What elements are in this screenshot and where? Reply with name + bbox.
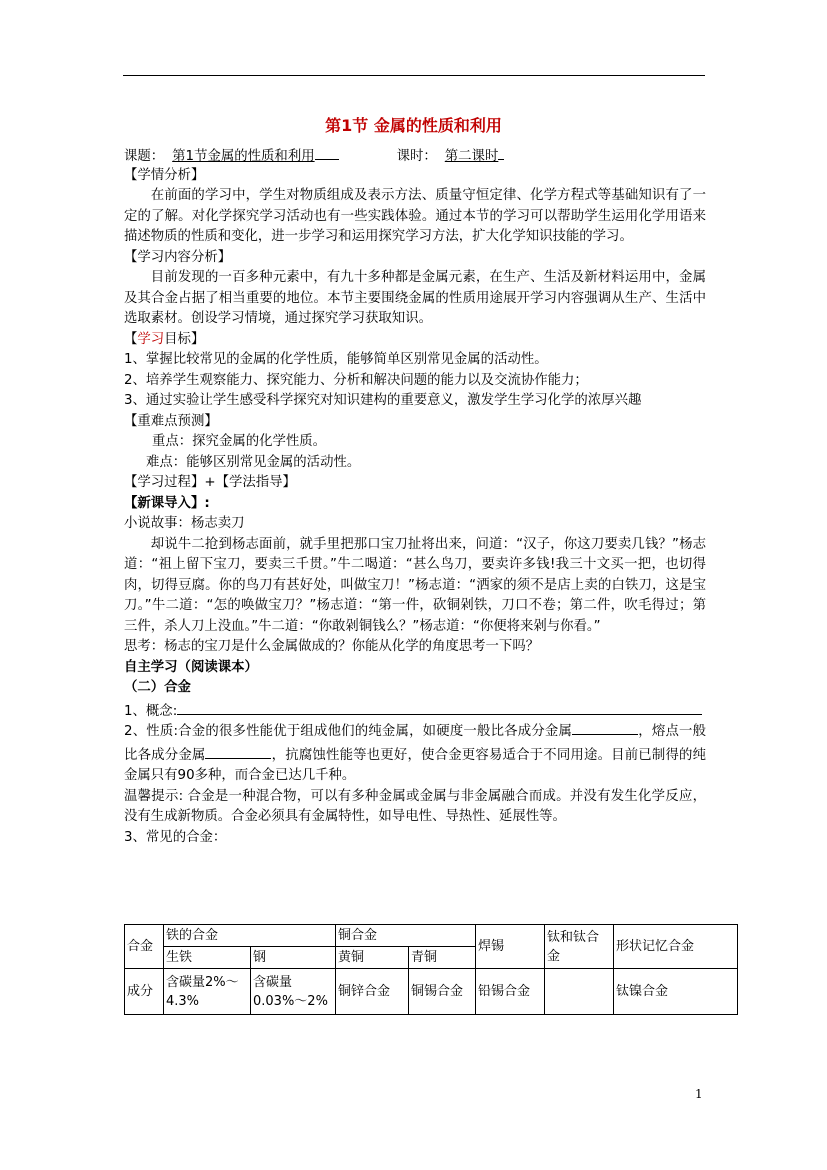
tip-paragraph: 温馨提示: 合金是一种混合物，可以有多种金属或金属与非金属融合而成。并没有发生化学反应，没有生成新物质。合金必须具有金属特性，如导电性、导热性、延展性等。: [124, 788, 706, 824]
table-header-copper: 铜合金: [336, 925, 476, 947]
table-cell-brass: 铜锌合金: [336, 969, 409, 1015]
concept-blank[interactable]: [177, 699, 702, 715]
section-heading-intro: 【新课导入】:: [124, 495, 210, 511]
course-line: [124, 145, 706, 166]
difficult-point: 难点：能够区别常见金属的活动性。: [146, 454, 361, 470]
goal-item: 1、掌握比较常见的金属的化学性质，能够简单区别常见金属的活动性。: [124, 352, 548, 367]
subject-label: 课题：: [124, 149, 165, 164]
common-alloys-label: 3、常见的合金：: [124, 829, 227, 845]
key-point: 重点：探究金属的化学性质。: [152, 434, 327, 449]
goal-item: 3、通过实验让学生感受科学探究对知识建构的重要意义，激发学生学习化学的浓厚兴趣: [124, 393, 642, 408]
concept-line: 1、概念:: [124, 699, 706, 720]
melting-point-blank[interactable]: [205, 743, 271, 759]
table-sub-brass: 黄铜: [336, 947, 409, 969]
table-header-solder: 焊锡: [476, 925, 545, 969]
period-label: 课时：: [396, 149, 437, 164]
table-header-iron: 铁的合金: [164, 925, 336, 947]
subject-value: 第1节金属的性质和利用: [172, 149, 315, 164]
content-paragraph: 目前发现的一百多种元素中，有九十多种都是金属元素，在生产、生活及新材料运用中，金属及其合金占据了相当重要的地位。本节主要围绕金属的性质用途展开学习内容强调从生产、生活中选取素材。创设学习情境，通过探究学习获取知识。: [124, 270, 706, 326]
think-question: 思考：杨志的宝刀是什么金属做成的？你能从化学的角度思考一下吗？: [124, 639, 540, 654]
goal-item: 2、培养学生观察能力、探究能力、分析和解决问题的能力以及交流协作能力；: [124, 372, 588, 388]
hardness-blank[interactable]: [572, 719, 638, 735]
table-header-titanium: 钛和钛合金: [545, 925, 614, 969]
section-heading-focus: 【重难点预测】: [124, 413, 218, 429]
table-sub-bronze: 青铜: [409, 947, 476, 969]
header-rule: [123, 75, 705, 76]
analysis-paragraph: 在前面的学习中，学生对物质组成及表示方法、质量守恒定律、化学方程式等基础知识有了一定的了解。对化学探究学习活动也有一些实践体验。通过本节的学习可以帮助学生运用化学用语来描述物质的性质和变化，进一步学习和运用探究学习方法，扩大化学知识技能的学习。: [124, 188, 706, 244]
table-row-label: 成分: [125, 969, 164, 1015]
table-cell-titanium: [545, 969, 614, 1015]
page-number: 1: [695, 1087, 703, 1101]
self-study-heading: 自主学习（阅读课本）: [124, 659, 258, 675]
table-cell-bronze: 铜锡合金: [409, 969, 476, 1015]
period-value: 第二课时: [444, 149, 499, 164]
property-paragraph: 2、性质:合金的很多性能优于组成他们的纯金属，如硬度一般比各成分金属 ，熔点一般比各成分金属 ，抗腐蚀性能等也更好，使合金更容易适合于不同用途。目前已制得的纯金属只有90多种，而合金已达几千种。: [124, 719, 706, 787]
section-heading-goals: 【学习目标】: [124, 331, 205, 347]
document-body: [124, 145, 706, 848]
section-heading-analysis: 【学情分析】: [124, 167, 205, 183]
section-heading-content: 【学习内容分析】: [124, 249, 232, 265]
section-heading-process: 【学习过程】+【学法指导】: [124, 475, 296, 490]
table-header-memory: 形状记忆合金: [614, 925, 738, 969]
table-header-alloy: 合金: [125, 925, 164, 969]
table-sub-pig-iron: 生铁: [164, 947, 251, 969]
table-cell-solder: 铅锡合金: [476, 969, 545, 1015]
story-title: 小说故事：杨志卖刀: [124, 516, 245, 531]
table-cell-pig-iron: 含碳量2%～4.3%: [164, 969, 251, 1015]
alloy-subheading: （二）合金: [124, 680, 191, 695]
table-sub-steel: 钢: [251, 947, 336, 969]
page-title: 第1节 金属的性质和利用: [325, 116, 502, 135]
table-cell-memory: 钛镍合金: [614, 969, 738, 1015]
story-paragraph: 却说牛二抢到杨志面前，就手里把那口宝刀扯将出来，问道：“汉子，你这刀要卖几钱？”杨志道：“祖上留下宝刀，要卖三千贯。”牛二喝道：“甚么鸟刀，要卖许多钱!我三十文买一把，也切得肉，切得豆腐。你的鸟刀有甚好处，叫做宝刀！”杨志道：“洒家的须不是店上卖的白铁刀，这是宝刀。”牛二道：“怎的唤做宝刀？”杨志道：“第一件，砍铜剁铁，刀口不卷；第二件，吹毛得过；第三件，杀人刀上没血。”牛二道：“你敢剁铜钱么？”杨志道：“你便将来剁与你看。”: [124, 536, 706, 634]
table-cell-steel: 含碳量0.03%～2%: [251, 969, 336, 1015]
alloy-table: [124, 924, 738, 1015]
